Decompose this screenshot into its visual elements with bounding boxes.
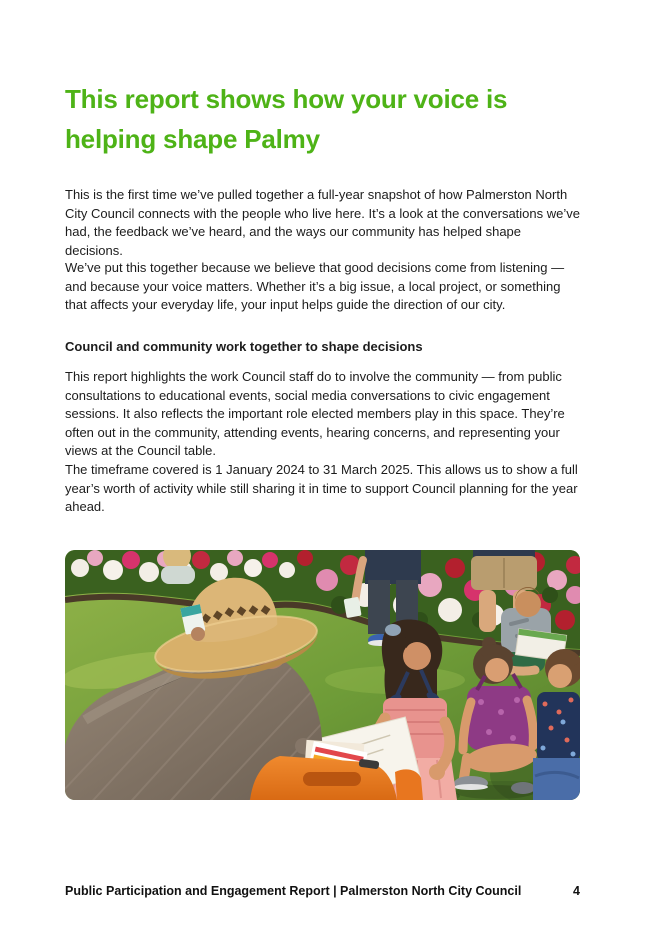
page-title-line-1: This report shows how your voice is	[65, 84, 508, 114]
blonde-child-head	[161, 550, 195, 584]
footer-text: Public Participation and Engagement Report | Palmerston North City Council	[65, 884, 522, 898]
intro-paragraph-1: This is the first time we’ve pulled together a full-year snapshot of how Palmerston North City Council connects with the people who live here. It’s a look at the conversations we’ve had, the feedback we’ve heard, and the ways our community has helped shape decisions.	[65, 187, 580, 258]
body-paragraph-4: The timeframe covered is 1 January 2024 to 31 March 2025. This allows us to show a full year’s worth of activity while still sharing it in time to support Council planning for the year ahead.	[65, 462, 578, 515]
photo-illustration	[65, 550, 580, 800]
page-number: 4	[573, 884, 580, 898]
page-title	[65, 79, 507, 159]
page-footer	[65, 882, 580, 900]
page-title-line-2: helping shape Palmy	[65, 124, 320, 154]
body-paragraph-3: This report highlights the work Council staff do to involve the community — from public consultations to educational events, social media conversations to civic engagement sessions. It also reflects the important role elected members play in this space. They’re often out in the community, attending events, hearing concerns, and representing your views at the Council table.	[65, 369, 565, 459]
community-event-photo	[65, 550, 580, 800]
intro-paragraph-2: We’ve put this together because we believe that good decisions come from listening — and because your voice matters. Whether it’s a big issue, a local project, or something that affects your everyday life, your input helps guide the direction of our city.	[65, 260, 565, 313]
section-subheading: Council and community work together to shape decisions	[65, 339, 423, 354]
